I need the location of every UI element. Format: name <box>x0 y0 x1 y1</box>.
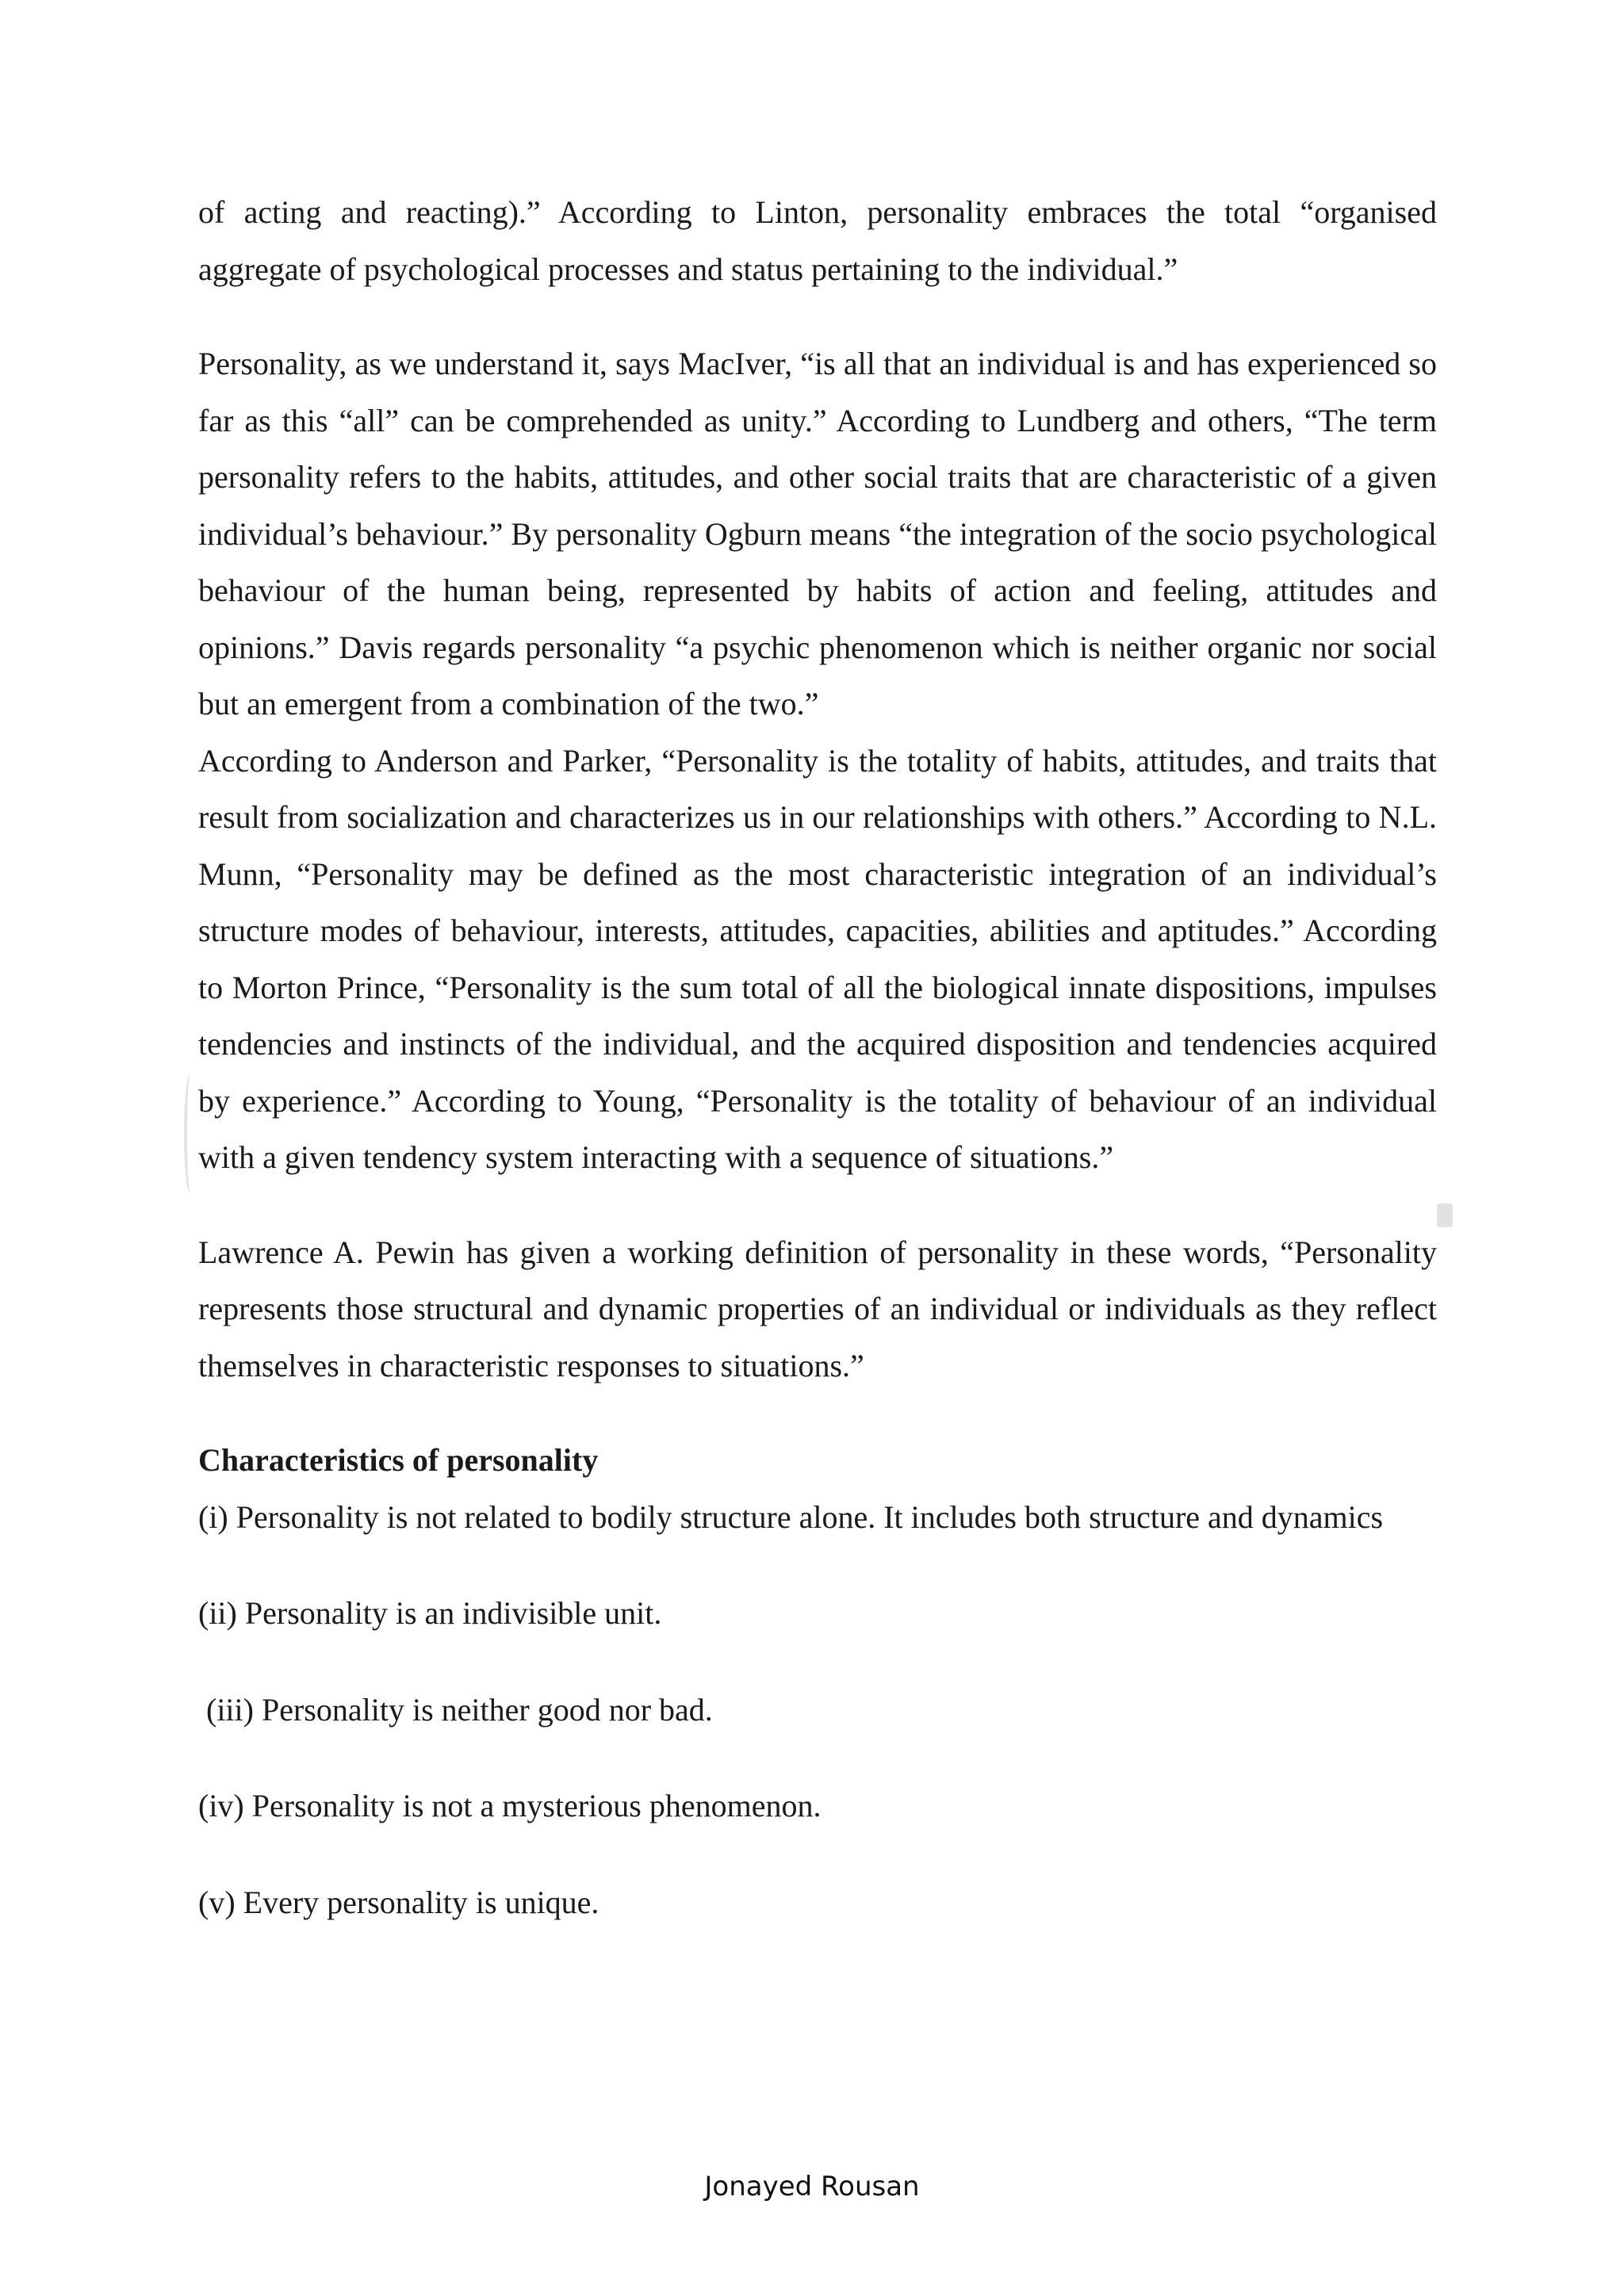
list-spacer <box>198 1545 1437 1585</box>
document-page <box>198 184 1437 1931</box>
list-item: (ii) Personality is an indivisible unit. <box>198 1595 662 1631</box>
paragraph-maciver: Personality, as we understand it, says MacIver, “is all that an individual is and has experienced so far as this “all” can be comprehended as unity.” According to Lundberg and others, “The term personality refers to the habits, attitudes, and other social traits that are characteristic of a given individual’s behaviour.” By personality Ogburn means “the integration of the socio psychological behaviour of the human being, represented by habits of action and feeling, attitudes and opinions.” Davis regards personality “a psychic phenomenon which is neither organic nor social but an emergent from a combination of the two.” <box>198 346 1437 721</box>
list-item: (i) Personality is not related to bodily structure alone. It includes both structure and dynamics <box>198 1498 1384 1535</box>
paragraph-pewin: Lawrence A. Pewin has given a working definition of personality in these words, “Personality represents those structural and dynamic properties of an individual or individuals as they reflect themselves in characteristic responses to situations.” <box>198 1234 1437 1383</box>
paragraph-linton: of acting and reacting).” According to Linton, personality embraces the total “organised aggregate of psychological processes and status pertaining to the individual.” <box>198 194 1437 287</box>
page-footer-author: Jonayed Rousan <box>704 2171 920 2202</box>
list-spacer <box>198 1835 1437 1874</box>
scan-artifact-right <box>1437 1203 1453 1227</box>
list-item: (v) Every personality is unique. <box>198 1884 599 1920</box>
list-spacer <box>198 1642 1437 1682</box>
list-item: (iii) Personality is neither good nor bad. <box>198 1691 713 1728</box>
list-item: (iv) Personality is not a mysterious phenomenon. <box>198 1788 822 1823</box>
scan-artifact-left <box>184 1074 197 1193</box>
paragraph-spacer <box>198 297 1437 335</box>
list-spacer <box>198 1738 1437 1777</box>
section-heading: Characteristics of personality <box>198 1442 599 1478</box>
paragraph-anderson-parker: According to Anderson and Parker, “Personality is the totality of habits, attitudes, and traits that result from socialization and characterizes us in our relationships with others.” According to N.L. Munn, “Personality may be defined as the most characteristic integration of an individual’s structure modes of behaviour, interests, attitudes, capacities, abilities and aptitudes.” According to Morton Prince, “Personality is the sum total of all the biological innate dispositions, impulses tendencies and instincts of the individual, and the acquired disposition and tendencies acquired by experience.” According to Young, “Personality is the totality of behaviour of an individual with a given tendency system interacting with a sequence of situations.” <box>198 742 1437 1175</box>
paragraph-spacer <box>198 1394 1437 1432</box>
paragraph-spacer <box>198 1186 1437 1224</box>
